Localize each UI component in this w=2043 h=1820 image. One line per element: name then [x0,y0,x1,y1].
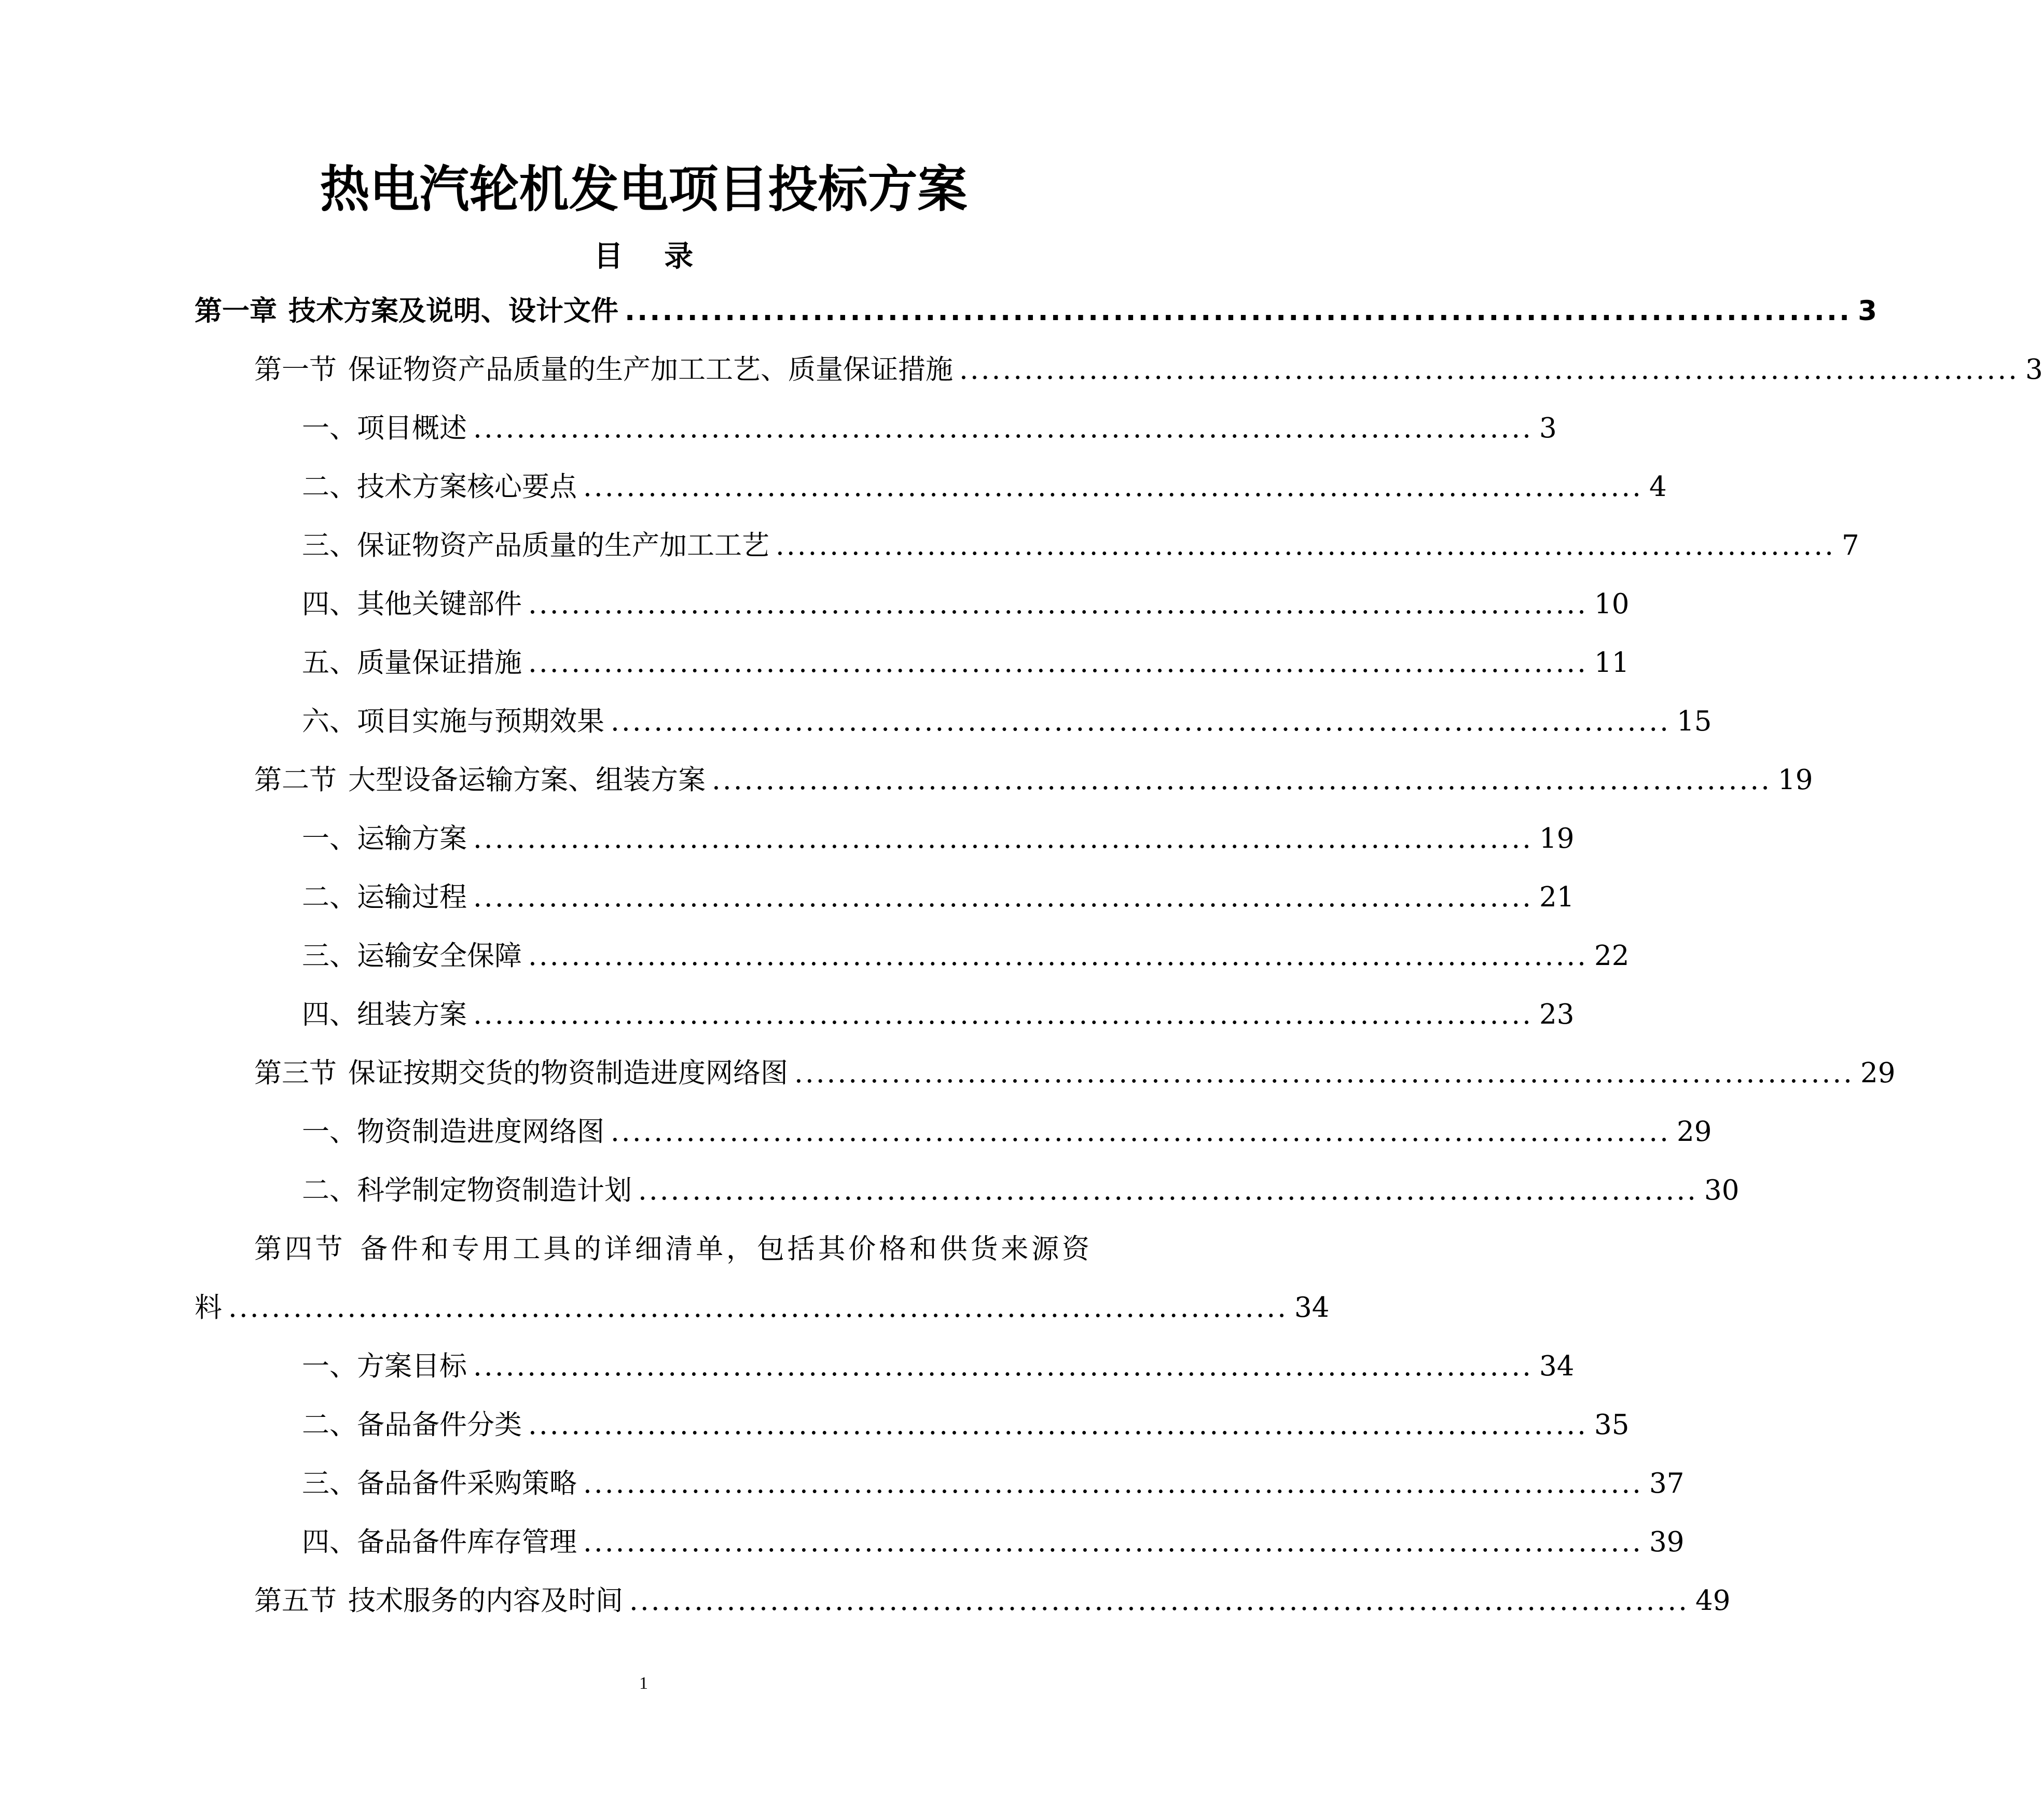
toc-entry-text: 项目实施与预期效果 [357,706,604,737]
toc-entry-item[interactable] [302,1165,1740,1217]
toc-entry-page: 35 [1594,1409,1630,1441]
toc-dot-leader: .................................................................................................. [794,1057,1855,1089]
toc-entry-text-continuation: 料 [195,1292,222,1323]
toc-dot-leader: .................................................................................................. [583,1468,1644,1499]
toc-entry-page: 29 [1677,1116,1712,1148]
toc-entry-page: 34 [1539,1350,1575,1382]
toc-dot-leader: .................................................................................................. [625,295,1852,327]
toc-entry-section-4-continuation[interactable] [195,1282,1330,1334]
toc-entry-text: 备品备件库存管理 [357,1526,577,1558]
toc-entry-text: 组装方案 [357,999,467,1030]
toc-entry-number: 三、 [302,1468,357,1499]
toc-entry-number: 四、 [302,999,357,1030]
toc-entry-page: 39 [1649,1526,1685,1558]
toc-entry-item[interactable] [302,813,1575,865]
toc-entry-text: 保证物资产品质量的生产加工工艺、质量保证措施 [348,354,953,385]
toc-entry-number: 第五节 [254,1585,337,1617]
toc-entry-page: 3 [1858,295,1878,327]
toc-entry-text: 备品备件分类 [357,1409,522,1441]
toc-entry-section-3[interactable] [254,1047,1896,1099]
toc-entry-number: 六、 [302,706,357,737]
toc-entry-item[interactable] [302,1399,1630,1451]
toc-entry-text: 技术方案核心要点 [357,471,577,503]
toc-dot-leader: .................................................................................................. [528,1409,1589,1441]
toc-entry-page: 34 [1294,1292,1330,1323]
toc-entry-page: 49 [1695,1585,1731,1617]
toc-entry-page: 29 [1860,1057,1896,1089]
toc-entry-item[interactable] [302,1341,1575,1392]
toc-dot-leader: .................................................................................................. [473,999,1534,1030]
toc-entry-text: 运输安全保障 [357,940,522,972]
toc-entry-text: 科学制定物资制造计划 [357,1175,632,1206]
toc-entry-number: 一、 [302,1116,357,1148]
toc-entry-item[interactable] [302,696,1712,748]
page-number: 1 [639,1674,648,1693]
toc-entry-page: 22 [1594,940,1630,972]
toc-entry-item[interactable] [302,520,1859,572]
toc-dot-leader: .................................................................................................. [583,471,1644,503]
toc-dot-leader: .................................................................................................. [959,354,2020,385]
toc-entry-page: 37 [1649,1468,1685,1499]
toc-entry-number: 五、 [302,647,357,679]
toc-dot-leader: .................................................................................................. [473,412,1534,444]
toc-entry-item[interactable] [302,1516,1685,1568]
toc-entry-item[interactable] [302,578,1630,630]
toc-entry-page: 10 [1594,588,1630,620]
toc-entry-text: 运输方案 [357,823,467,854]
toc-entry-item[interactable] [302,872,1575,923]
toc-entry-text: 大型设备运输方案、组装方案 [348,764,706,796]
toc-dot-leader: .................................................................................................. [528,940,1589,972]
toc-entry-item[interactable] [302,1106,1712,1158]
toc-entry-item[interactable] [302,637,1630,689]
toc-entry-number: 三、 [302,940,357,972]
toc-entry-number: 二、 [302,1409,357,1441]
toc-heading: 目 录 [593,240,709,273]
toc-entry-section-4[interactable] [254,1223,1089,1275]
toc-entry-item[interactable] [302,403,1557,454]
toc-entry-number: 二、 [302,1175,357,1206]
toc-entry-number: 一、 [302,823,357,854]
toc-entry-item[interactable] [302,930,1630,982]
toc-entry-number: 四、 [302,1526,357,1558]
toc-entry-page: 30 [1704,1175,1740,1206]
toc-entry-page: 4 [1649,471,1667,503]
toc-entry-text: 备品备件采购策略 [357,1468,577,1499]
toc-entry-text: 保证物资产品质量的生产加工工艺 [357,530,769,561]
toc-entry-number: 第四节 [254,1233,346,1265]
toc-entry-text: 项目概述 [357,412,467,444]
toc-entry-text: 质量保证措施 [357,647,522,679]
toc-dot-leader: .................................................................................................. [638,1175,1699,1206]
toc-entry-section-1[interactable] [254,344,2043,396]
toc-entry-text: 其他关键部件 [357,588,522,620]
toc-entry-text: 运输过程 [357,881,467,913]
toc-dot-leader: .................................................................................................. [473,881,1534,913]
toc-entry-page: 3 [1539,412,1557,444]
toc-entry-number: 二、 [302,471,357,503]
toc-entry-page: 19 [1778,764,1813,796]
toc-dot-leader: .................................................................................................. [473,1350,1534,1382]
toc-dot-leader: .................................................................................................. [583,1526,1644,1558]
toc-entry-number: 第一章 [195,295,277,327]
toc-entry-page: 21 [1539,881,1575,913]
toc-entry-item[interactable] [302,989,1575,1041]
toc-entry-item[interactable] [302,1458,1685,1510]
toc-entry-text: 备件和专用工具的详细清单，包括其价格和供货来源资 [357,1233,1090,1265]
toc-entry-page: 3 [2025,354,2043,385]
toc-dot-leader: .................................................................................................. [228,1292,1289,1323]
toc-entry-section-5[interactable] [254,1575,1731,1627]
toc-entry-page: 15 [1677,706,1712,737]
toc-entry-chapter-1[interactable] [195,285,1878,337]
toc-entry-section-2[interactable] [254,754,1813,806]
toc-dot-leader: .................................................................................................. [629,1585,1690,1617]
document-title: 热电汽轮机发电项目投标方案 [320,160,968,218]
toc-entry-text: 保证按期交货的物资制造进度网络图 [348,1057,788,1089]
toc-entry-number: 一、 [302,1350,357,1382]
toc-entry-text: 技术服务的内容及时间 [348,1585,623,1617]
toc-entry-page: 19 [1539,823,1575,854]
toc-dot-leader: .................................................................................................. [528,588,1589,620]
toc-entry-text: 方案目标 [357,1350,467,1382]
toc-dot-leader: .................................................................................................. [473,823,1534,854]
toc-entry-text: 技术方案及说明、设计文件 [288,295,618,327]
toc-entry-number: 第一节 [254,354,337,385]
toc-entry-number: 第三节 [254,1057,337,1089]
toc-dot-leader: .................................................................................................. [776,530,1836,561]
toc-dot-leader: .................................................................................................. [611,706,1671,737]
toc-entry-number: 一、 [302,412,357,444]
toc-entry-item[interactable] [302,461,1667,513]
toc-entry-number: 四、 [302,588,357,620]
toc-entry-number: 第二节 [254,764,337,796]
toc-dot-leader: .................................................................................................. [712,764,1772,796]
toc-entry-page: 7 [1842,530,1859,561]
toc-entry-page: 11 [1594,647,1630,679]
toc-entry-text: 物资制造进度网络图 [357,1116,604,1148]
toc-dot-leader: .................................................................................................. [611,1116,1671,1148]
toc-dot-leader: .................................................................................................. [528,647,1589,679]
toc-entry-number: 三、 [302,530,357,561]
toc-entry-page: 23 [1539,999,1575,1030]
toc-entry-number: 二、 [302,881,357,913]
